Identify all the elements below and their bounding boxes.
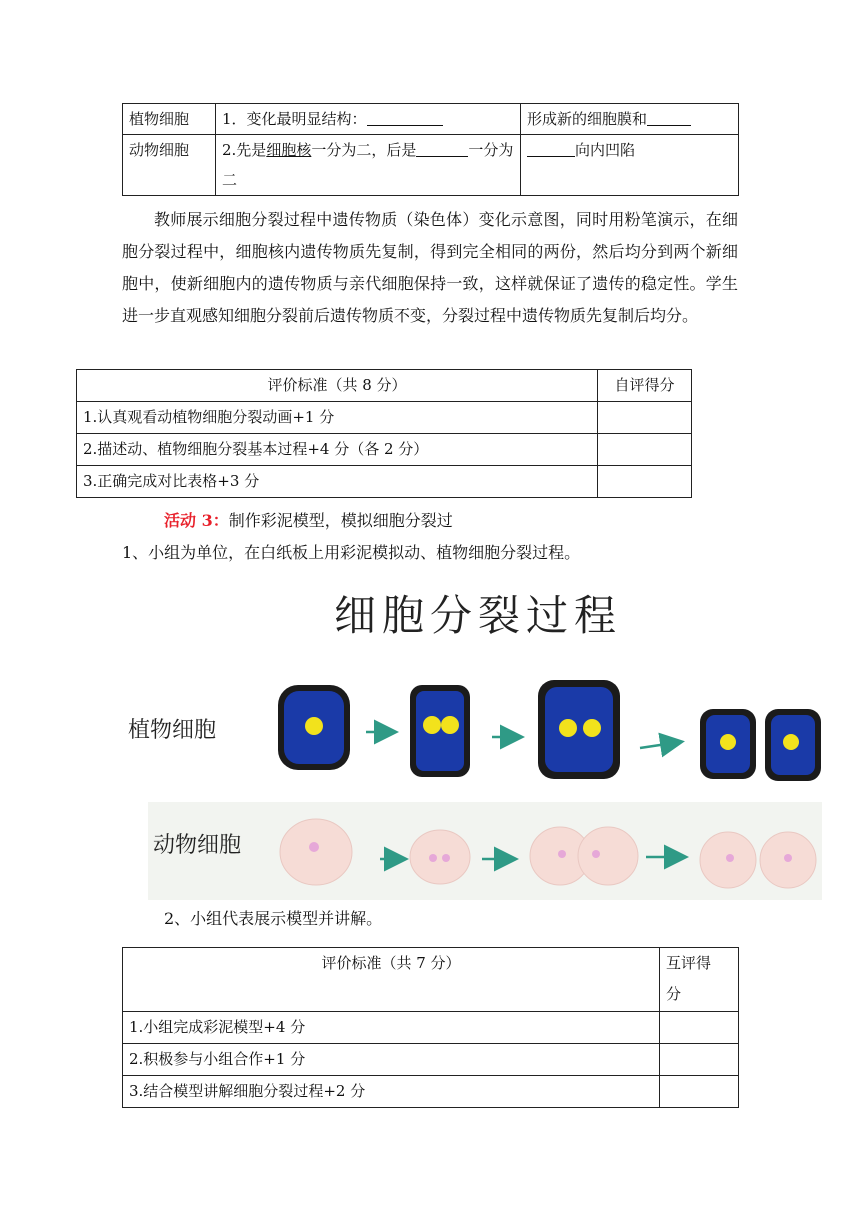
activity-label: 活动 3： bbox=[164, 511, 229, 530]
table-row bbox=[123, 104, 739, 135]
criteria-cell: 2.积极参与小组合作+1 分 bbox=[123, 1044, 660, 1076]
activity-heading bbox=[164, 508, 453, 531]
fill-blank[interactable] bbox=[647, 107, 691, 126]
score-cell[interactable] bbox=[660, 1012, 739, 1044]
score-header-line1: 互评得 bbox=[666, 954, 712, 972]
score-cell[interactable] bbox=[660, 1044, 739, 1076]
criteria-cell: 3.结合模型讲解细胞分裂过程+2 分 bbox=[123, 1076, 660, 1108]
criteria-cell: 1.小组完成彩泥模型+4 分 bbox=[123, 1012, 660, 1044]
table-row bbox=[77, 434, 692, 466]
table-row bbox=[123, 1044, 739, 1076]
score-cell[interactable] bbox=[598, 466, 692, 498]
plant-cell-stage-1 bbox=[278, 685, 350, 770]
cell-text: 1．变化最明显结构： bbox=[222, 110, 367, 128]
table-cell bbox=[216, 135, 521, 196]
criteria-header: 评价标准（共 7 分） bbox=[123, 948, 660, 1012]
body-paragraph: 教师展示细胞分裂过程中遗传物质（染色体）变化示意图，同时用粉笔演示，在细胞分裂过程中，细胞核内遗传物质先复制，得到完全相同的两份，然后均分到两个新细胞中，使新细胞内的遗传物质与亲代细胞保持一致，这样就保证了遗传的稳定性。学生进一步直观感知细胞分裂前后遗传物质不变，分裂过程中遗传物质先复制后均分。 bbox=[122, 210, 738, 325]
criteria-header: 评价标准（共 8 分） bbox=[77, 370, 598, 402]
criteria-cell: 2.描述动、植物细胞分裂基本过程+4 分（各 2 分） bbox=[77, 434, 598, 466]
cell-text: 形成新的细胞膜和 bbox=[527, 110, 648, 128]
clay-model-photo bbox=[128, 572, 822, 900]
row-label: 动物细胞 bbox=[123, 135, 216, 196]
score-header bbox=[660, 948, 739, 1012]
clay-model-illustration bbox=[128, 572, 822, 900]
table-row bbox=[77, 402, 692, 434]
fill-blank[interactable] bbox=[367, 107, 443, 126]
plant-cell-label: 植物细胞 bbox=[128, 718, 217, 743]
activity-text: 制作彩泥模型，模拟细胞分裂过 bbox=[228, 511, 453, 530]
step-1-text: 1、小组为单位，在白纸板上用彩泥模拟动、植物细胞分裂过程。 bbox=[122, 543, 581, 562]
self-evaluation-table bbox=[76, 369, 692, 498]
animal-cell-stage-2 bbox=[410, 830, 470, 884]
comparison-table bbox=[122, 103, 739, 196]
row-label: 植物细胞 bbox=[123, 104, 216, 135]
table-header-row bbox=[123, 948, 739, 1012]
cell-text: 一分为二 bbox=[222, 141, 514, 189]
score-cell[interactable] bbox=[598, 402, 692, 434]
plant-cell-stage-3 bbox=[538, 680, 620, 779]
score-cell[interactable] bbox=[660, 1076, 739, 1108]
peer-evaluation-table bbox=[122, 947, 739, 1108]
cell-text: 2.先是 bbox=[222, 141, 267, 159]
fill-blank[interactable] bbox=[527, 138, 575, 157]
table-cell bbox=[521, 135, 739, 196]
plant-cell-stage-2 bbox=[410, 685, 470, 777]
table-row bbox=[123, 135, 739, 196]
table-row bbox=[123, 1076, 739, 1108]
step-2-text: 2、小组代表展示模型并讲解。 bbox=[164, 909, 383, 928]
table-cell bbox=[216, 104, 521, 135]
table-header-row bbox=[77, 370, 692, 402]
score-cell[interactable] bbox=[598, 434, 692, 466]
table-row bbox=[123, 1012, 739, 1044]
cell-text: 一分为二，后是 bbox=[311, 141, 417, 159]
score-header-line2: 分 bbox=[666, 985, 682, 1003]
cell-text: 向内凹陷 bbox=[575, 141, 636, 159]
score-header: 自评得分 bbox=[598, 370, 692, 402]
animal-cell-stage-1 bbox=[280, 819, 352, 885]
criteria-cell: 3.正确完成对比表格+3 分 bbox=[77, 466, 598, 498]
table-row bbox=[77, 466, 692, 498]
animal-cell-label: 动物细胞 bbox=[153, 833, 242, 858]
table-cell bbox=[521, 104, 739, 135]
underlined-term: 细胞核 bbox=[266, 141, 312, 159]
criteria-cell: 1.认真观看动植物细胞分裂动画+1 分 bbox=[77, 402, 598, 434]
photo-title: 细胞分裂过程 bbox=[333, 591, 623, 640]
fill-blank[interactable] bbox=[416, 138, 468, 157]
